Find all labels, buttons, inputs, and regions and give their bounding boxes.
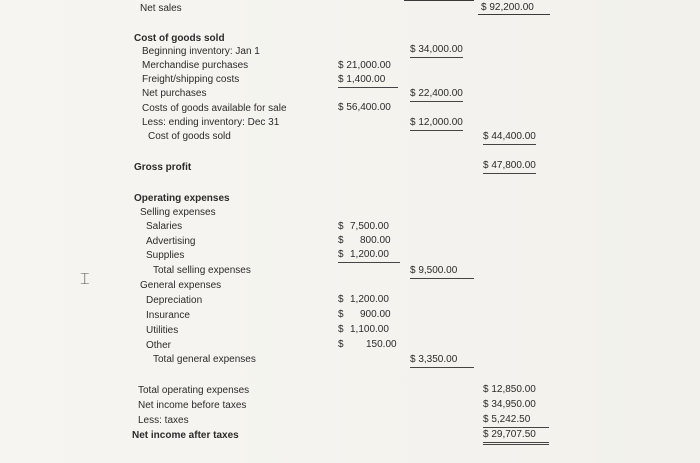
- cogs-title: Cost of goods sold: [134, 33, 225, 44]
- depreciation-value: 1,200.00: [350, 294, 389, 305]
- total-general-label: Total general expenses: [153, 354, 256, 365]
- taxes-amount: $ 5,242.50: [483, 414, 549, 428]
- net-income-after-taxes-amount: $ 29,707.50: [483, 429, 549, 445]
- beginning-inventory-amount: $ 34,000.00: [410, 44, 463, 58]
- total-operating-label: Total operating expenses: [138, 385, 250, 396]
- supplies-sign: $: [338, 249, 344, 260]
- selling-expenses-title: Selling expenses: [140, 207, 216, 218]
- operating-expenses-title: Operating expenses: [134, 193, 230, 204]
- other-label: Other: [146, 340, 172, 351]
- top-rule-col3: [404, 0, 474, 1]
- total-selling-amount: $ 9,500.00: [410, 265, 474, 279]
- text-cursor-icon: ⌶: [80, 269, 90, 288]
- advertising-value: 800.00: [360, 235, 391, 246]
- advertising-label: Advertising: [146, 236, 196, 247]
- net-sales-label: Net sales: [140, 3, 182, 14]
- net-purchases-amount: $ 22,400.00: [410, 88, 463, 102]
- net-income-before-taxes-label: Net income before taxes: [138, 400, 247, 411]
- depreciation-amount: [338, 294, 389, 306]
- advertising-sign: $: [338, 235, 344, 246]
- gross-profit-label: Gross profit: [134, 162, 192, 173]
- merchandise-purchases-amount: $ 21,000.00: [338, 60, 391, 71]
- utilities-amount: [338, 324, 389, 336]
- other-value: 150.00: [366, 339, 397, 350]
- salaries-value: 7,500.00: [350, 221, 389, 232]
- cost-of-goods-sold-amount: $ 44,400.00: [483, 131, 536, 145]
- net-purchases-label: Net purchases: [142, 88, 207, 99]
- supplies-label: Supplies: [146, 250, 185, 261]
- utilities-label: Utilities: [146, 325, 179, 336]
- insurance-amount: [338, 309, 391, 321]
- supplies-amount: [338, 249, 400, 263]
- other-sign: $: [338, 339, 344, 350]
- utilities-sign: $: [338, 324, 344, 335]
- depreciation-label: Depreciation: [146, 295, 203, 306]
- gross-profit-amount: $ 47,800.00: [483, 160, 536, 174]
- total-operating-amount: $ 12,850.00: [483, 384, 536, 395]
- ending-inventory-label: Less: ending inventory: Dec 31: [142, 117, 280, 128]
- total-selling-label: Total selling expenses: [153, 265, 251, 276]
- cost-of-goods-sold-label: Cost of goods sold: [148, 131, 231, 142]
- goods-available-label: Costs of goods available for sale: [142, 103, 287, 114]
- freight-shipping-amount: $ 1,400.00: [338, 74, 398, 88]
- top-rule-col4: [478, 14, 550, 15]
- salaries-sign: $: [338, 221, 344, 232]
- goods-available-amount: $ 56,400.00: [338, 102, 391, 113]
- insurance-value: 900.00: [360, 309, 391, 320]
- advertising-amount: [338, 235, 391, 247]
- net-income-before-taxes-amount: $ 34,950.00: [483, 399, 536, 410]
- net-sales-amount: $ 92,200.00: [481, 2, 534, 13]
- utilities-value: 1,100.00: [350, 324, 389, 335]
- other-amount: [338, 339, 397, 351]
- net-income-after-taxes-label: Net income after taxes: [132, 430, 239, 441]
- salaries-label: Salaries: [146, 221, 183, 232]
- taxes-label: Less: taxes: [138, 415, 189, 426]
- beginning-inventory-label: Beginning inventory: Jan 1: [142, 46, 260, 57]
- insurance-sign: $: [338, 309, 344, 320]
- salaries-amount: [338, 221, 389, 233]
- merchandise-purchases-label: Merchandise purchases: [142, 60, 249, 71]
- depreciation-sign: $: [338, 294, 344, 305]
- ending-inventory-amount: $ 12,000.00: [410, 117, 463, 131]
- total-general-amount: $ 3,350.00: [410, 354, 474, 368]
- insurance-label: Insurance: [146, 310, 190, 321]
- supplies-value: 1,200.00: [350, 249, 389, 260]
- general-expenses-title: General expenses: [140, 280, 222, 291]
- freight-shipping-label: Freight/shipping costs: [142, 74, 240, 85]
